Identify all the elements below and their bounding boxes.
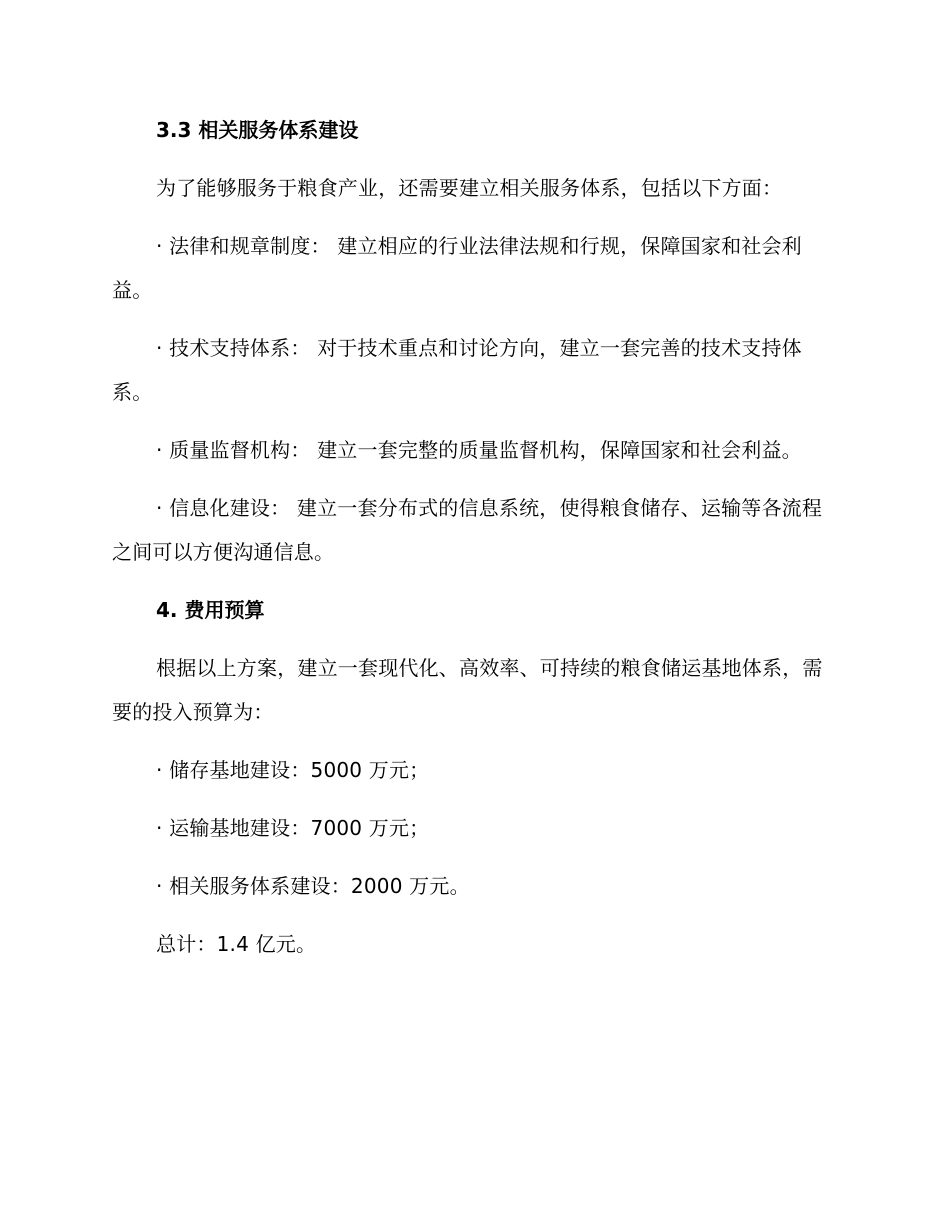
budget-item-storage: · 储存基地建设：5000 万元； (156, 758, 430, 782)
section-4-intro: 根据以上方案，建立一套现代化、高效率、可持续的粮食储运基地体系，需要的投入预算为： (112, 656, 823, 724)
service-item-quality: · 质量监督机构： 建立一套完整的质量监督机构，保障国家和社会利益。 (156, 438, 802, 462)
document-content (112, 108, 828, 980)
service-item-tech-support: · 技术支持体系： 对于技术重点和讨论方向，建立一套完善的技术支持体系。 (112, 336, 802, 404)
budget-item-transport: · 运输基地建设：7000 万元； (156, 816, 430, 840)
section-3-3-intro: 为了能够服务于粮食产业，还需要建立相关服务体系，包括以下方面： (156, 176, 783, 200)
budget-total: 总计：1.4 亿元。 (156, 932, 317, 956)
service-item-informatization: · 信息化建设： 建立一套分布式的信息系统，使得粮食储存、运输等各流程之间可以方便沟通信息。 (112, 496, 823, 564)
service-item-legal: · 法律和规章制度： 建立相应的行业法律法规和行规，保障国家和社会利益。 (112, 234, 802, 302)
section-3-3-heading: 3.3 相关服务体系建设 (156, 118, 359, 142)
section-4-heading: 4. 费用预算 (156, 598, 265, 622)
budget-item-services: · 相关服务体系建设：2000 万元。 (156, 874, 470, 898)
